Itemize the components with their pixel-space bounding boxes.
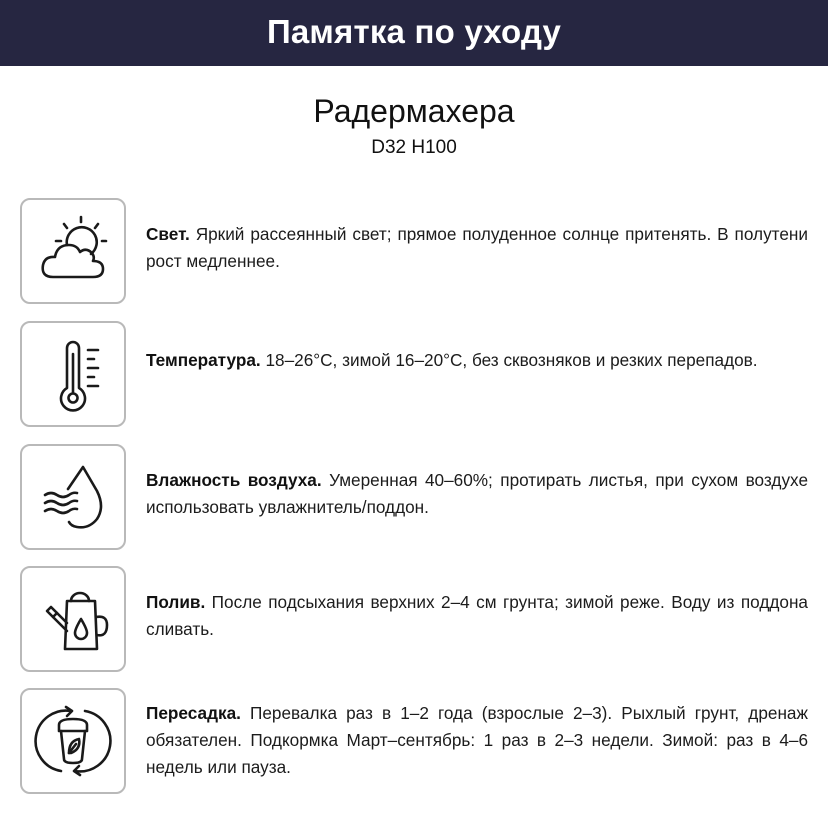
page-title: Памятка по уходу — [266, 13, 562, 50]
care-text — [146, 700, 808, 781]
care-text — [146, 221, 808, 275]
icon-frame — [20, 688, 126, 794]
header-bar — [0, 0, 828, 66]
care-text — [146, 347, 808, 374]
thermometer-icon — [31, 332, 115, 416]
care-item-watering — [20, 566, 810, 672]
care-item-light — [20, 198, 810, 304]
care-item-repotting — [20, 688, 810, 794]
watering-can-icon — [31, 577, 115, 661]
icon-frame — [20, 444, 126, 550]
plant-size: D32 H100 — [371, 137, 457, 158]
care-description: 18–26°C, зимой 16–20°C, без сквозняков и резких перепадов. — [260, 350, 758, 370]
plant-name: Радермахера — [313, 93, 515, 129]
care-title: Температура. — [146, 350, 261, 370]
care-title: Полив. — [146, 592, 206, 612]
icon-frame — [20, 321, 126, 427]
care-description: Яркий рассеянный свет; прямое полуденное солнце притенять. В полутени рост медленнее. — [146, 224, 808, 271]
sun-cloud-icon — [31, 209, 115, 293]
care-title: Свет. — [146, 224, 190, 244]
care-text — [146, 467, 808, 521]
care-item-temperature — [20, 321, 810, 427]
repot-cycle-icon — [31, 699, 115, 783]
care-description: После подсыхания верхних 2–4 см грунта; зимой реже. Воду из поддона сливать. — [146, 592, 808, 639]
care-item-humidity — [20, 444, 810, 550]
care-title: Влажность воздуха. — [146, 470, 322, 490]
care-title: Пересадка. — [146, 703, 241, 723]
icon-frame — [20, 198, 126, 304]
care-description: Умеренная 40–60%; протирать листья, при сухом воздухе использовать увлажнитель/поддон. — [146, 470, 808, 517]
icon-frame — [20, 566, 126, 672]
humidity-drop-icon — [31, 455, 115, 539]
care-text — [146, 589, 808, 643]
care-description: Перевалка раз в 1–2 года (взрослые 2–3). Рыхлый грунт, дренаж обязателен. Подкормка Март–сентябрь: 1 раз в 2–3 недели. Зимой: раз в 4–6 недель или пауза. — [146, 703, 808, 777]
